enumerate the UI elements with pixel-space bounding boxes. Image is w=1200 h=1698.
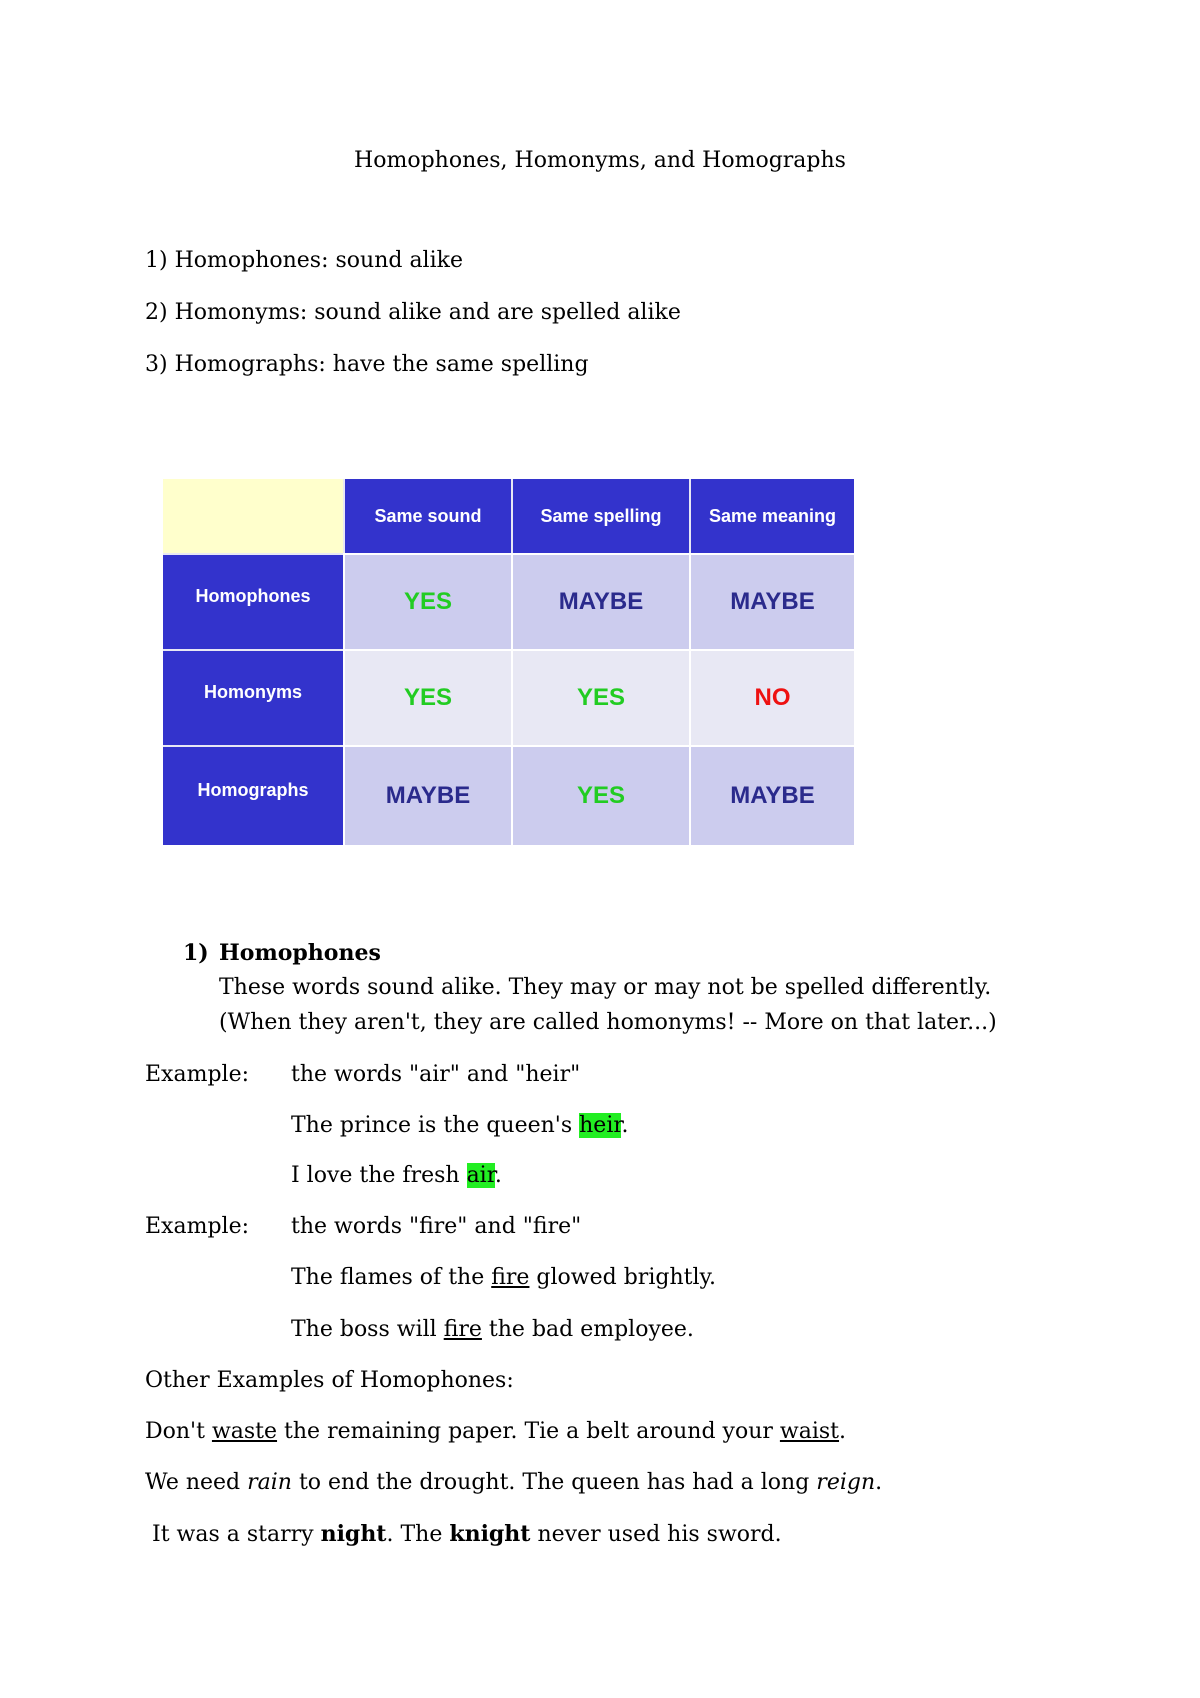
example-sentence-air <box>291 1163 502 1188</box>
row-label-homonyms: Homonyms <box>163 649 343 745</box>
comparison-table <box>163 479 854 845</box>
underlined-word: waist <box>779 1419 840 1444</box>
sentence-text: . <box>494 1163 502 1188</box>
cell-homophones-meaning: MAYBE <box>689 553 854 649</box>
definition-homophones: 1) Homophones: sound alike <box>145 248 463 273</box>
italic-word: reign <box>816 1470 876 1495</box>
sentence-text: We need <box>145 1470 248 1495</box>
example-words-2: the words "fire" and "fire" <box>291 1214 582 1239</box>
sentence-text: the bad employee. <box>481 1317 694 1342</box>
section-heading: Homophones <box>219 940 381 966</box>
cell-homophones-spelling: MAYBE <box>511 553 689 649</box>
example-sentence-fire-flames <box>291 1265 716 1290</box>
example-sentence-fire-boss <box>291 1317 694 1342</box>
sentence-text: glowed brightly. <box>529 1265 716 1290</box>
sentence-text: the remaining paper. Tie a belt around your <box>277 1419 780 1444</box>
header-same-meaning: Same meaning <box>689 479 854 553</box>
example-label-1: Example: <box>145 1062 249 1087</box>
underlined-word: fire <box>443 1317 482 1342</box>
sentence-text: Don't <box>145 1419 212 1444</box>
cell-homographs-spelling: YES <box>511 745 689 845</box>
definition-homographs: 3) Homographs: have the same spelling <box>145 352 589 377</box>
sentence-text: . The <box>386 1522 450 1547</box>
other-examples-heading: Other Examples of Homophones: <box>145 1368 514 1393</box>
italic-word: rain <box>247 1470 292 1495</box>
cell-homographs-sound: MAYBE <box>343 745 511 845</box>
table-corner-cell <box>163 479 343 553</box>
page-title: Homophones, Homonyms, and Homographs <box>354 148 846 173</box>
bold-word: knight <box>449 1521 531 1547</box>
other-example-waste <box>145 1419 846 1444</box>
underlined-word: fire <box>491 1265 530 1290</box>
highlighted-word: air <box>466 1163 495 1188</box>
sentence-text: never used his sword. <box>530 1522 782 1547</box>
section-line-1: These words sound alike. They may or may not be spelled differently. <box>219 975 992 1000</box>
cell-homonyms-sound: YES <box>343 649 511 745</box>
section-line-2: (When they aren't, they are called homonyms! -- More on that later...) <box>219 1010 997 1035</box>
cell-homonyms-spelling: YES <box>511 649 689 745</box>
sentence-text: The flames of the <box>291 1265 492 1290</box>
sentence-text: The boss will <box>291 1317 444 1342</box>
bold-word: night <box>320 1521 387 1547</box>
sentence-text: to end the drought. The queen has had a long <box>291 1470 817 1495</box>
header-same-spelling: Same spelling <box>511 479 689 553</box>
sentence-text: . <box>621 1113 629 1138</box>
definition-homonyms: 2) Homonyms: sound alike and are spelled alike <box>145 300 681 325</box>
example-words-1: the words "air" and "heir" <box>291 1062 581 1087</box>
sentence-text: The prince is the queen's <box>291 1113 580 1138</box>
cell-homophones-sound: YES <box>343 553 511 649</box>
cell-homographs-meaning: MAYBE <box>689 745 854 845</box>
row-label-homophones: Homophones <box>163 553 343 649</box>
underlined-word: waste <box>211 1419 278 1444</box>
sentence-text: I love the fresh <box>291 1163 467 1188</box>
row-label-homographs: Homographs <box>163 745 343 845</box>
sentence-text: . <box>839 1419 847 1444</box>
cell-homonyms-meaning: NO <box>689 649 854 745</box>
example-label-2: Example: <box>145 1214 249 1239</box>
highlighted-word: heir <box>579 1113 622 1138</box>
sentence-text: . <box>875 1470 883 1495</box>
section-number: 1) <box>183 940 209 966</box>
other-example-night <box>152 1521 782 1547</box>
other-example-rain <box>145 1470 882 1495</box>
example-sentence-heir <box>291 1113 628 1138</box>
header-same-sound: Same sound <box>343 479 511 553</box>
sentence-text: It was a starry <box>152 1522 321 1547</box>
